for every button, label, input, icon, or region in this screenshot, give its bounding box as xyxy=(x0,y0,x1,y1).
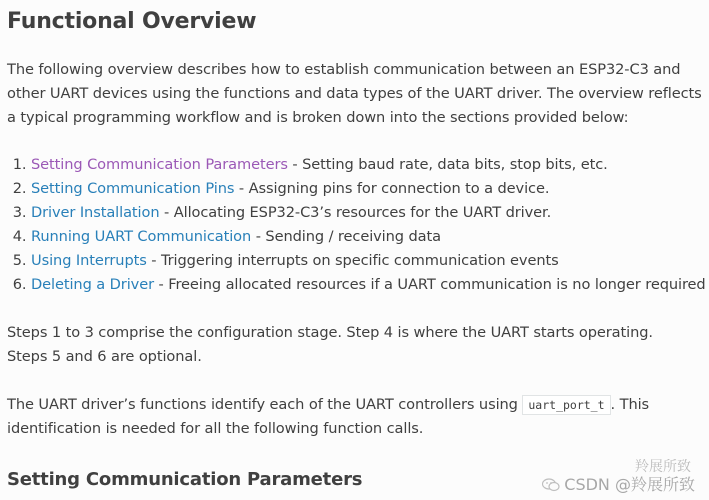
step-link-deleting-driver[interactable]: Deleting a Driver xyxy=(31,276,154,293)
step-link-running-communication[interactable]: Running UART Communication xyxy=(31,228,252,245)
inline-code-uart-port-t: uart_port_t xyxy=(522,395,610,415)
port-identification-note xyxy=(7,393,697,441)
step-description: - Setting baud rate, data bits, stop bits, etc. xyxy=(287,156,608,173)
wechat-icon xyxy=(542,477,560,491)
list-item xyxy=(31,177,709,201)
list-item xyxy=(31,201,709,225)
csdn-watermark xyxy=(542,458,695,495)
step-description: - Sending / receiving data xyxy=(251,228,441,245)
watermark-main-text: CSDN @羚展所致 xyxy=(564,475,695,494)
port-note-text-before: The UART driver’s functions identify each of the UART controllers using xyxy=(7,396,523,413)
step-link-driver-installation[interactable]: Driver Installation xyxy=(31,204,160,221)
workflow-steps-list xyxy=(7,153,709,297)
port-note-text-after: . This identification is needed for all the following function calls. xyxy=(7,396,650,437)
watermark-top-text: 羚展所致 xyxy=(635,459,691,475)
step-link-communication-parameters[interactable]: Setting Communication Parameters xyxy=(31,156,288,173)
step-description: - Assigning pins for connection to a device. xyxy=(234,180,550,197)
step-link-using-interrupts[interactable]: Using Interrupts xyxy=(31,252,147,269)
step-link-communication-pins[interactable]: Setting Communication Pins xyxy=(31,180,235,197)
list-item xyxy=(31,153,709,177)
list-item xyxy=(31,225,709,249)
step-description: - Freeing allocated resources if a UART communication is no longer required xyxy=(153,276,706,293)
list-item xyxy=(31,273,709,297)
intro-paragraph: The following overview describes how to establish communication between an ESP32-C3 and other UART devices using the functions and data types of the UART driver. The overview reflects a typical programming workflow and is broken down into the sections provided below: xyxy=(7,61,702,126)
step-description: - Allocating ESP32-C3’s resources for the UART driver. xyxy=(159,204,552,221)
step-description: - Triggering interrupts on specific communication events xyxy=(146,252,559,269)
page-title: Functional Overview xyxy=(7,9,257,34)
list-item xyxy=(31,249,709,273)
configuration-note: Steps 1 to 3 comprise the configuration stage. Step 4 is where the UART starts operating. Steps 5 and 6 are optional. xyxy=(7,324,653,365)
section-heading: Setting Communication Parameters xyxy=(7,469,363,490)
